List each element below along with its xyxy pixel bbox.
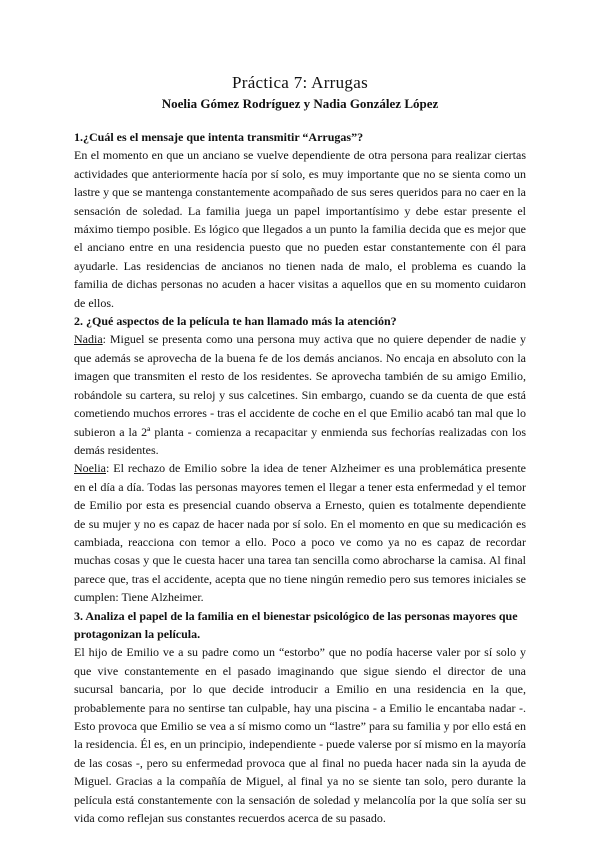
document-title: Práctica 7: Arrugas [232, 73, 368, 92]
speaker-nadia: Nadia [74, 332, 103, 347]
question-1: 1.¿Cuál es el mensaje que intenta transmitir “Arrugas”? [74, 130, 364, 144]
answer-2-noelia-paragraph [74, 459, 526, 606]
speaker-noelia: Noelia [74, 461, 106, 476]
answer-2-nadia-text: : Miguel se presenta como una persona muy activa que no quiere depender de nadie y que además se aprovecha de la buena fe de los demás ancianos. No encaja en absoluto con la imagen que transmiten el resto de los residentes. Se aprovecha también de su amigo Emilio, robándole su cartera, su reloj y sus calcetines. Sin embargo, cuando se da cuenta de que está cometiendo muchos errores - tras el accidente de coche en el que Emilio acabó tan mal que lo subieron a la 2ª planta - comienza a recapacitar y enmienda sus fechorías realizadas con los demás residentes. [74, 332, 526, 457]
document-authors: Noelia Gómez Rodríguez y Nadia González López [161, 96, 439, 111]
document-body [74, 128, 526, 827]
question-3: 3. Analiza el papel de la familia en el bienestar psicológico de las personas mayores que protagonizan la película. [74, 608, 518, 641]
answer-2-noelia-text: : El rechazo de Emilio sobre la idea de tener Alzheimer es una problemática presente en el día a día. Todas las personas mayores temen el llegar a tener esta enfermedad y el temor de Emilio por esta es presencial cuando observa a Ernesto, quien es totalmente dependiente de su mujer y no es capaz de hacer nada por sí solo. En el momento en que su medicación es cambiada, reacciona con temor a ello. Poco a poco ve como ya no es capaz de recordar muchas cosas y que le cuesta hacer una tarea tan sencilla como abrocharse la camisa. Al final parece que, tras el accidente, acepta que no tiene ningún remedio pero sus temores iniciales se cumplen: Tiene Alzheimer. [74, 461, 526, 605]
answer-1-paragraph: En el momento en que un anciano se vuelve dependiente de otra persona para realizar ciertas actividades que anteriormente hacía por sí solo, es muy importante que no se sienta como un lastre y que se mantenga constantemente acompañado de sus seres queridos para no caer en la sensación de soledad. La familia juega un papel importantísimo y debe estar presente el máximo tiempo posible. Es lógico que llegados a un punto la familia decida que es mejor que el anciano entre en una residencia puesto que no pueden estar constantemente con él para ayudarle. Las residencias de ancianos no tienen nada de malo, el problema es cuando la familia de dichas personas no acuden a hacer visitas a aquellos que en su momento cuidaron de ellos. [74, 148, 526, 310]
question-2: 2. ¿Qué aspectos de la película te han llamado más la atención? [74, 314, 397, 329]
answer-3-paragraph: El hijo de Emilio ve a su padre como un “estorbo” que no podía hacerse valer por sí solo y que vive constantemente en el pasado imaginando que sigue siendo el director de una sucursal bancaria, por lo que decide introducir a Emilio en una residencia en la que, probablemente para no sentirse tan culpable, hay una piscina - a Emilio le encantaba nadar -. Esto provoca que Emilio se vea a sí mismo como un “lastre” para su familia y por ello está en la residencia. Él es, en un principio, independiente - puede valerse por sí mismo en la mayoría de las cosas -, pero su enfermedad provoca que al final no pueda hacer nada sin la ayuda de Miguel. Gracias a la compañía de Miguel, al final ya no se siente tan solo, pero durante la película está constantemente con la sensación de soledad y melancolía por la que solía ser su vida como reflejan sus constantes recuerdos acerca de su pasado. [74, 645, 526, 826]
answer-2-nadia-paragraph [74, 330, 526, 459]
